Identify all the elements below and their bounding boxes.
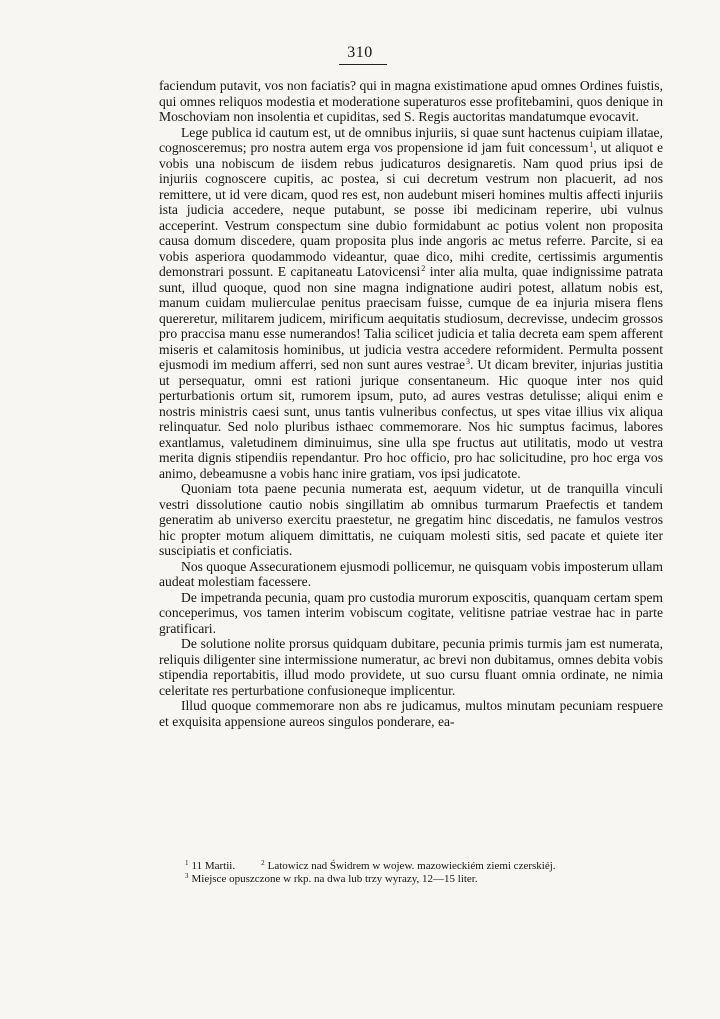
footnotes (185, 860, 675, 886)
paragraph (159, 698, 663, 729)
paragraph-text: faciendum putavit, vos non faciatis? qui in magna existimatione apud omnes Ordines fuistis, qui omnes reliquos modestia et moderatione superaturos esse profitebamini, quos denique in Moschoviam non insolentia et cupiditas, sed S. Regis auctoritas mandatumque evocavit. (159, 78, 663, 124)
main-text (159, 78, 663, 729)
footnote-line (185, 873, 675, 886)
footnote-marker: 1 (589, 140, 594, 149)
footnote-text: Miejsce opuszczone w rkp. na dwa lub trzy wyrazy, 12—15 liter. (191, 873, 478, 885)
paragraph (159, 590, 663, 637)
paragraph (159, 125, 663, 482)
paragraph (159, 636, 663, 698)
footnote-number: 2 (261, 859, 265, 867)
footnote-text: 11 Martii. (191, 860, 236, 872)
footnote-marker: 2 (421, 264, 426, 273)
footnote-number: 3 (185, 872, 189, 880)
footnote-text: Latowicz nad Świdrem w wojew. mazowieckiém ziemi czerskiéj. (267, 860, 556, 872)
paragraph-text: De impetranda pecunia, quam pro custodia murorum exposcitis, quanquam certam spem conceperimus, vos tamen interim vobiscum cogitate, velitisne patriae vestrae hac in parte gratificari. (159, 589, 663, 636)
footnote-marker: 3 (466, 357, 470, 366)
paragraph-text: inter alia multa, quae indignissime patrata sunt, illud quoque, quod non sine magna indignatione audiri potest, allatum nobis est, manum cuidam mulierculae penitus praecisam fuisse, cumque de ea injuria misera flens quereretur, militarem judicem, mirificum aequitatis studiosum, decrevisse, undecim grossos pro praccisa manu esse numerandos! Talia scilicet judicia et talia decreta eam spem afferent miseris et calamitosis hominibus, ut judicia vestra accedere reformident. Permulta possent ejusmodi im medium afferri, sed non sunt aures vestrae (159, 264, 663, 372)
footnote-line (185, 860, 675, 873)
paragraph-text: . Ut dicam breviter, injurias justitia ut persequatur, omni est rationi jurique consentaneum. Hic quoque inter nos quid perturbationis ortum sit, rumorem ipsum, puto, ad aures vestras detulisse; aliqui enim e nostris ministris caesi sunt, unus tantis vulneribus confectus, ut spes vitae illius vix aliqua relinquatur. Sed nolo pluribus isthaec commemorare. Nos hic sumptus facimus, labores exantlamus, valetudinem diminuimus, sine ulla spe fructus aut utilitatis, modo ut vestra merita dignis stipendiis rependantur. Pro hoc officio, pro hac solicitudine, pro hoc erga vos animo, debeamusne a vobis hanc inire gratiam, vos ipsi judicatote. (159, 357, 663, 481)
paragraph (159, 559, 663, 590)
page-number: 310 (347, 44, 373, 61)
paragraph-text: Quoniam tota paene pecunia numerata est, aequum videtur, ut de tranquilla vinculi vestri dissolutione cautio nobis singillatim ab omnibus turmarum Praefectis et tandem generatim ab universo exercitu praestetur, ne gregatim hinc discedatis, ne famulos vestros hic propter motum aliquem dimittatis, ne cuiquam molesti sitis, sed pacate et quiete iter suscipiatis et conficiatis. (159, 481, 663, 558)
footnote-number: 1 (185, 859, 189, 867)
paragraph (159, 78, 663, 125)
paragraph (159, 481, 663, 559)
paragraph-text: De solutione nolite prorsus quidquam dubitare, pecunia primis turmis jam est numerata, reliquis diligenter sine intermissione numeratur, ac brevi non dubitamus, omnes debita vobis stipendia reportabitis, illud modo providete, ut suo cursu fluant omnia ordinate, ne nimia celeritate res perturbatione confusioneque implicentur. (159, 636, 663, 698)
page-number-underline (339, 64, 387, 65)
paragraph-text: Nos quoque Assecurationem ejusmodi pollicemur, ne quisquam vobis imposterum ullam audeat molestiam facessere. (159, 558, 663, 589)
paragraph-text: , ut aliquot e vobis una nobiscum de iisdem rebus judicaturos designaretis. Nam quod prius ipsi de injuriis cognoscere cupitis, ac postea, si cui decretum vestrum non placuerit, ad nos remittere, ut id vere dicam, quod res est, non audebunt miseri homines multis affecti injuriis ista judicia accedere, neque putabunt, se posse ibi medicinam reperire, ubi vulnus acceperint. Vestrum conspectum sine dubio formidabunt ac potius volent non proposita causa domum discedere, quam proposita plus inde angoris ac metus referre. Parcite, si ea vobis asperiora quodammodo videantur, quae dico, mihi credite, certissimis argumentis demonstrari possunt. E capitaneatu Latovicensi (159, 140, 663, 279)
paragraph-text: Illud quoque commemorare non abs re judicamus, multos minutam pecuniam respuere et exquisita appensione aureos singulos ponderare, ea- (159, 698, 663, 729)
paragraph-text: Lege publica id cautum est, ut de omnibus injuriis, si quae sunt hactenus cuipiam illatae, cognosceremus; pro nostra autem erga vos propensione id jam fuit concessum (159, 124, 663, 155)
